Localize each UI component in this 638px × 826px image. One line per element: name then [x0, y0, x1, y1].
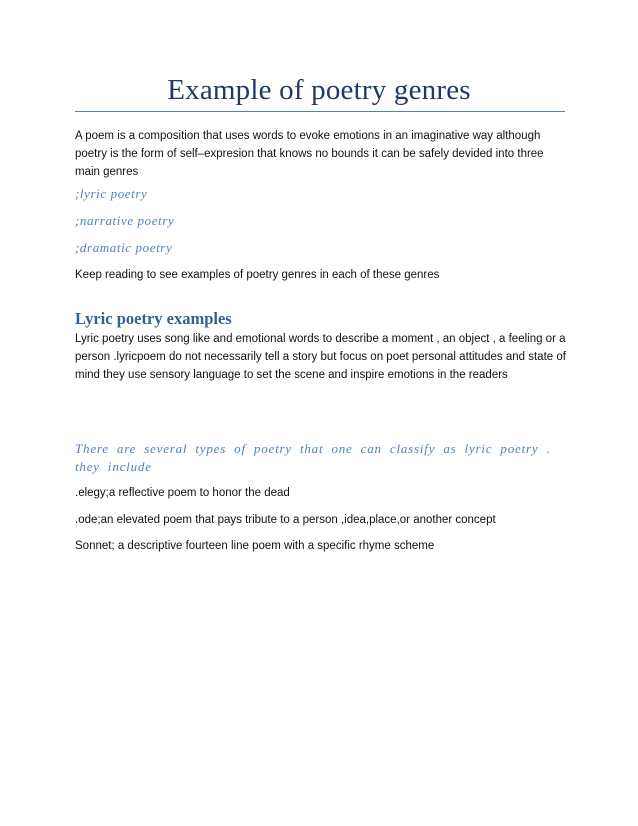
document-title: Example of poetry genres	[167, 74, 471, 106]
lyric-paragraph: Lyric poetry uses song like and emotional words to describe a moment , an object , a feeling or a person .lyricpoem do not necessarily tell a story but focus on poet personal attitudes and state of mind they use sensory language to set the scene and inspire emotions in the readers	[75, 333, 566, 381]
genre-dramatic: ;dramatic poetry	[75, 240, 173, 255]
intro-paragraph: A poem is a composition that uses words to evoke emotions in an imaginative way although poetry is the form of self–expresion that knows no bounds it can be safely devided into three main genres	[75, 130, 544, 178]
types-quote: There are several types of poetry that one can classify as lyric poetry . they include	[75, 441, 551, 474]
genre-lyric: ;lyric poetry	[75, 186, 148, 201]
keep-reading-text: Keep reading to see examples of poetry genres in each of these genres	[75, 269, 440, 281]
type-sonnet: Sonnet; a descriptive fourteen line poem with a specific rhyme scheme	[75, 540, 435, 552]
type-ode: .ode;an elevated poem that pays tribute to a person ,idea,place,or another concept	[75, 514, 496, 526]
title-underline	[75, 111, 565, 112]
genre-narrative: ;narrative poetry	[75, 213, 175, 228]
lyric-heading: Lyric poetry examples	[75, 309, 232, 328]
type-elegy: .elegy;a reflective poem to honor the dead	[75, 487, 290, 499]
